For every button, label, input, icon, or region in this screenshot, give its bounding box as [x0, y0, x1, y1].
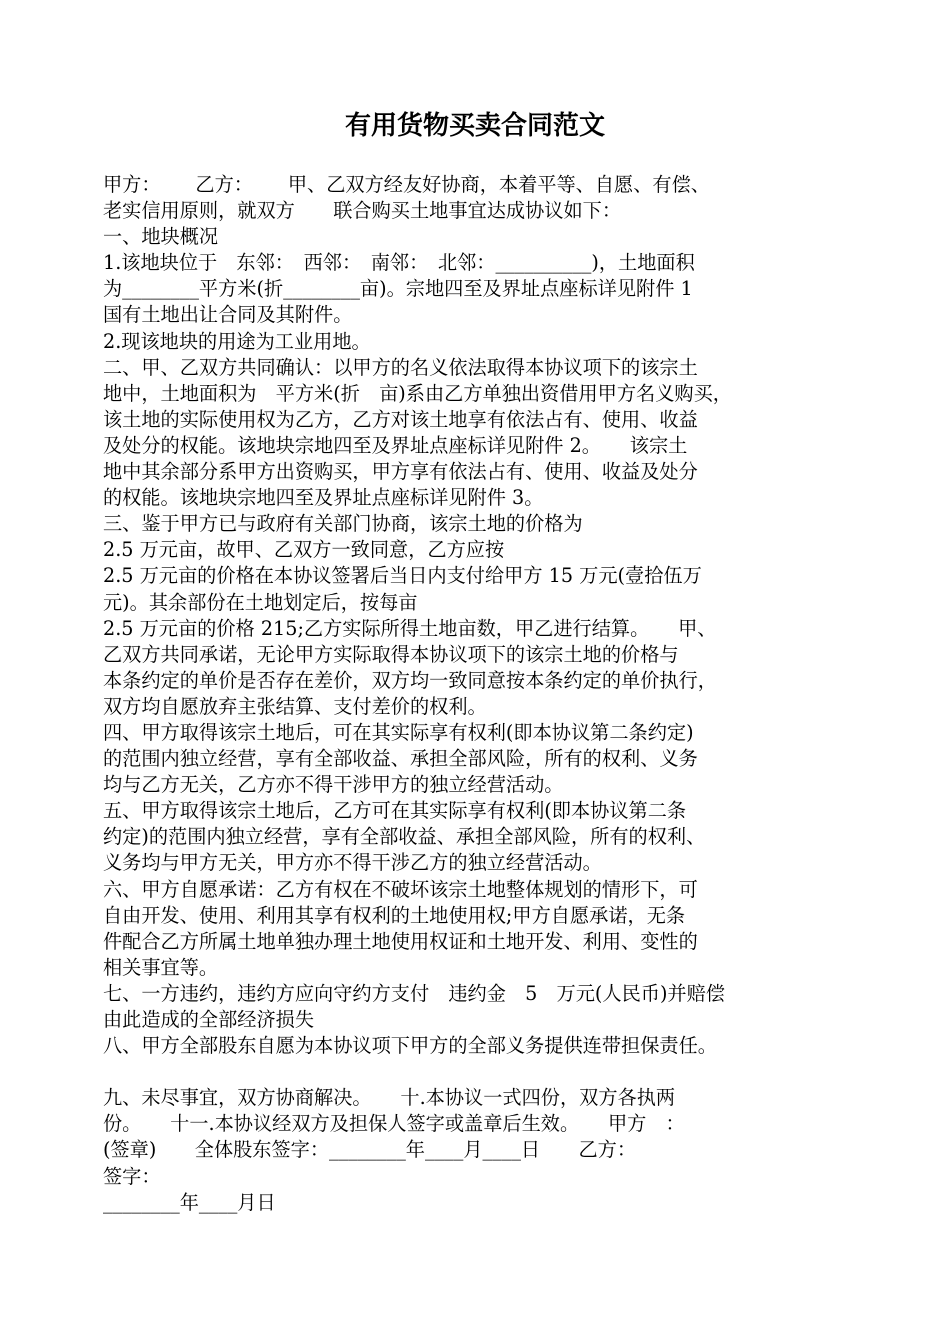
contract-line: 2.现该地块的用途为工业用地。 — [103, 329, 371, 353]
contract-line: 四、甲方取得该宗土地后，可在其实际享有权利(即本协议第二条约定) — [103, 720, 694, 744]
contract-line: 2.5 万元亩，故甲、乙双方一致同意，乙方应按 — [103, 538, 505, 562]
contract-line: 1.该地块位于 东邻： 西邻： 南邻： 北邻：__________)，土地面积 — [103, 251, 695, 275]
contract-line: 及处分的权能。该地块宗地四至及界址点座标详见附件 2。 该宗土 — [103, 433, 688, 457]
contract-line: 甲方： 乙方： 甲、乙双方经友好协商，本着平等、自愿、有偿、 — [103, 173, 710, 196]
contract-line: 件配合乙方所属土地单独办理土地使用权证和土地开发、利用、变性的 — [103, 929, 698, 953]
contract-line: 2.5 万元亩的价格在本协议签署后当日内支付给甲方 15 万元(壹拾伍万 — [103, 564, 702, 588]
contract-line: ________年____月日 — [103, 1190, 276, 1214]
contract-line: 元)。其余部份在土地划定后，按每亩 — [103, 590, 418, 614]
contract-line: 为________平方米(折________亩)。宗地四至及界址点座标详见附件 1 — [103, 277, 693, 301]
contract-line: 自由开发、使用、利用其享有权利的土地使用权;甲方自愿承诺，无条 — [103, 903, 686, 927]
contract-body — [103, 172, 873, 1216]
contract-line: 七、一方违约，违约方应向守约方支付 违约金 5 万元(人民币)并赔偿 — [103, 981, 725, 1005]
contract-line: 的范围内独立经营，享有全部收益、承担全部风险，所有的权利、义务 — [103, 747, 698, 771]
contract-line: 本条约定的单价是否存在差价，双方均一致同意按本条约定的单价执行， — [103, 668, 717, 692]
contract-line: 老实信用原则，就双方 联合购买土地事宜达成协议如下： — [103, 199, 622, 223]
contract-line: 六、甲方自愿承诺：乙方有权在不破坏该宗土地整体规划的情形下，可 — [103, 877, 698, 901]
contract-line: 九、未尽事宜，双方协商解决。 十.本协议一式四份，双方各执两 — [103, 1086, 676, 1110]
contract-line: 由此造成的全部经济损失 — [103, 1008, 315, 1031]
contract-line: 二、甲、乙双方共同确认：以甲方的名义依法取得本协议项下的该宗土 — [103, 355, 698, 379]
contract-line: 约定)的范围内独立经营，享有全部收益、承担全部风险，所有的权利、 — [103, 825, 706, 849]
contract-line: 五、甲方取得该宗土地后，乙方可在其实际享有权利(即本协议第二条 — [103, 799, 687, 823]
contract-line: 签字： — [103, 1164, 161, 1188]
contract-line: 相关事宜等。 — [103, 955, 219, 979]
contract-line: 的权能。该地块宗地四至及界址点座标详见附件 3。 — [103, 486, 544, 510]
contract-line: 该土地的实际使用权为乙方，乙方对该土地享有依法占有、使用、收益 — [103, 407, 698, 431]
contract-line: 义务均与甲方无关，甲方亦不得干涉乙方的独立经营活动。 — [103, 851, 602, 875]
contract-line: 八、甲方全部股东自愿为本协议项下甲方的全部义务提供连带担保责任。 — [103, 1034, 717, 1058]
contract-line: 国有土地出让合同及其附件。 — [103, 303, 353, 327]
contract-line: 均与乙方无关，乙方亦不得干涉甲方的独立经营活动。 — [103, 773, 564, 797]
contract-line: 2.5 万元亩的价格 215;乙方实际所得土地亩数，甲乙进行结算。 甲、 — [103, 616, 717, 640]
contract-line: (签章) 全体股东签字：________年____月____日 乙方： — [103, 1138, 637, 1162]
contract-line: 地中，土地面积为 平方米(折 亩)系由乙方单独出资借用甲方名义购买， — [103, 381, 732, 405]
contract-line: 一、地块概况 — [103, 225, 219, 249]
contract-line: 双方均自愿放弃主张结算、支付差价的权利。 — [103, 694, 487, 718]
contract-line: 乙双方共同承诺，无论甲方实际取得本协议项下的该宗土地的价格与 — [103, 642, 679, 666]
contract-line: 地中其余部分系甲方出资购买，甲方享有依法占有、使用、收益及处分 — [103, 460, 698, 484]
document-title: 有用货物买卖合同范文 — [344, 111, 605, 141]
contract-line: 三、鉴于甲方已与政府有关部门协商，该宗土地的价格为 — [103, 512, 583, 536]
blank-line — [103, 1059, 873, 1085]
contract-line: 份。 十一.本协议经双方及担保人签字或盖章后生效。 甲方 ： — [103, 1112, 685, 1136]
